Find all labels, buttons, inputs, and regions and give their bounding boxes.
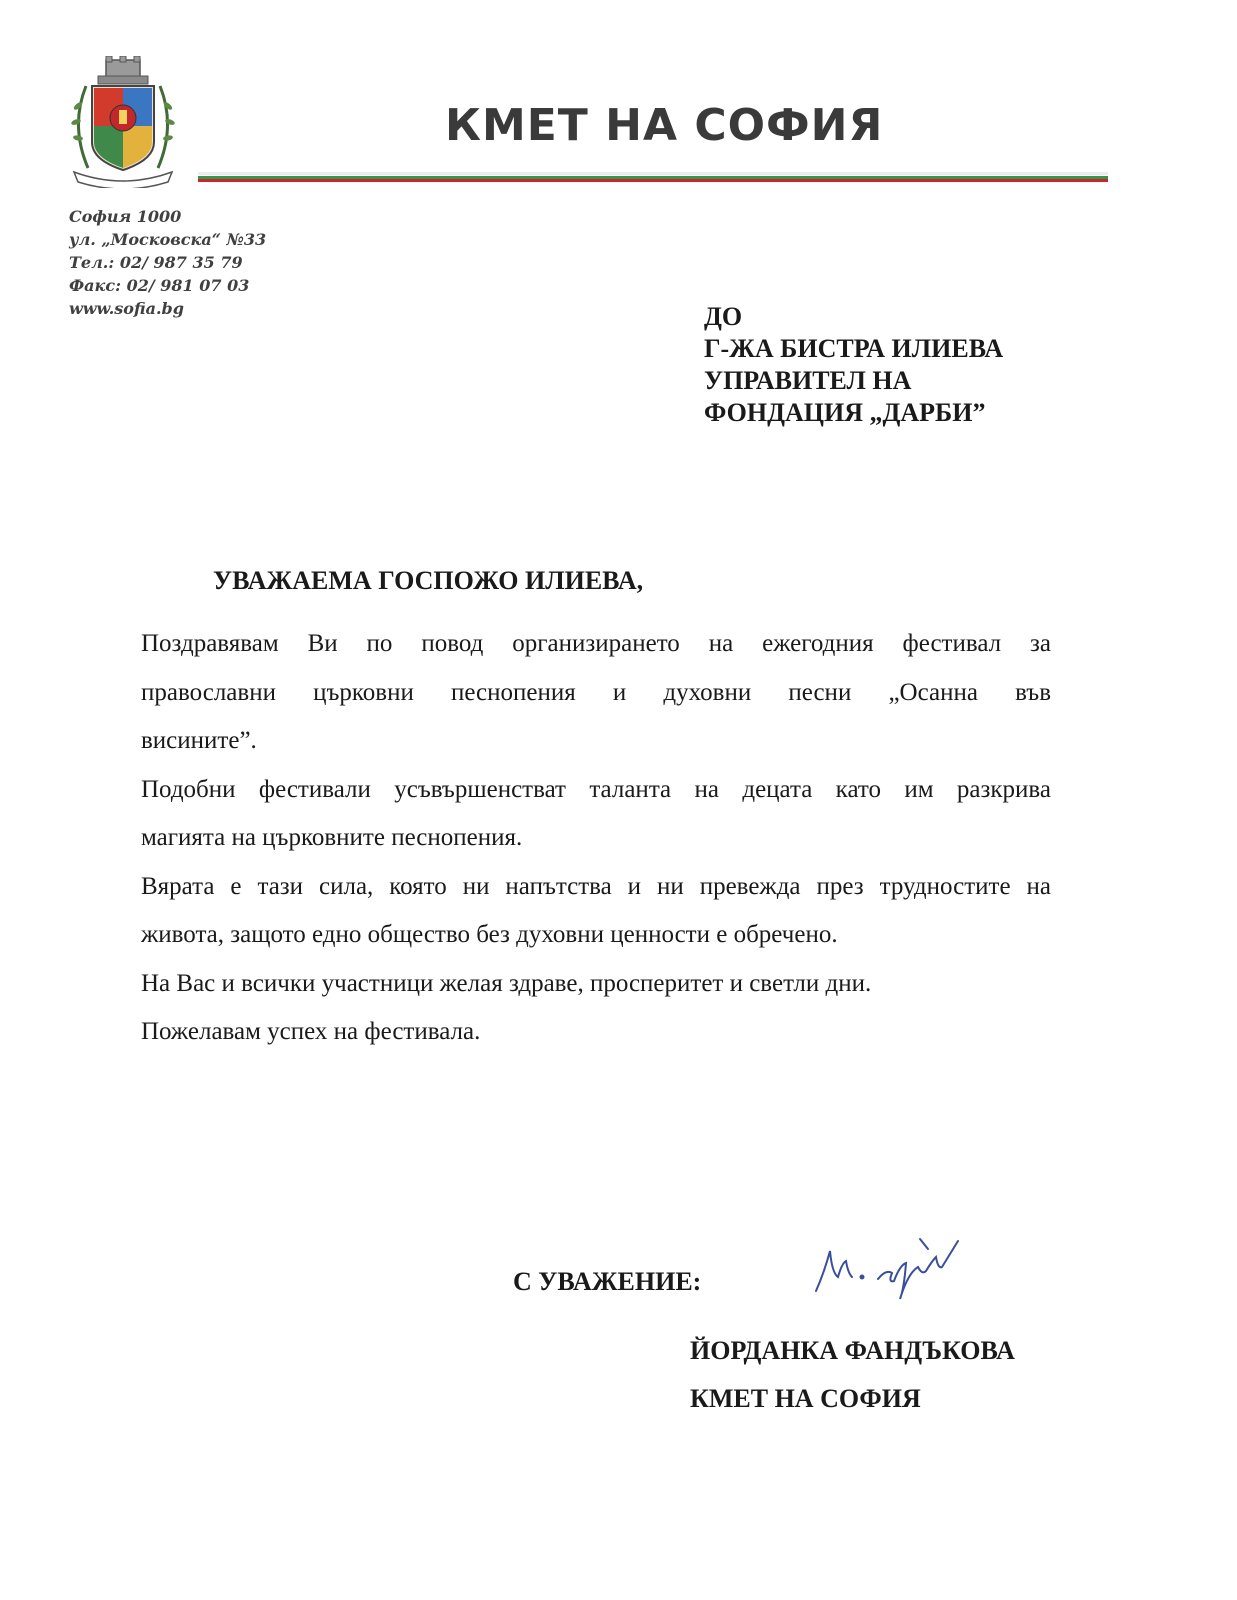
recipient-organization: ФОНДАЦИЯ „ДАРБИ” — [704, 398, 986, 427]
signer-block — [690, 1327, 1015, 1423]
sender-address-block — [69, 205, 266, 320]
tricolor-red-stripe — [198, 179, 1108, 182]
signer-name: ЙОРДАНКА ФАНДЪКОВА — [690, 1336, 1015, 1365]
recipient-block — [704, 301, 1003, 429]
letterhead-tricolor-rule — [198, 172, 1108, 182]
closing-phrase: С УВАЖЕНИЕ: — [513, 1267, 702, 1296]
address-website: www.sofia.bg — [69, 299, 184, 318]
body-line: Вярата е тази сила, която ни напътства и ни превежда през трудностите на — [141, 872, 1051, 900]
body-line: Подобни фестивали усъвършенстват таланта на децата като им разкрива — [141, 775, 1051, 803]
signer-title: КМЕТ НА СОФИЯ — [690, 1384, 921, 1413]
body-line: Поздравявам Ви по повод организирането на ежегодния фестивал за — [141, 630, 1051, 657]
handwritten-signature — [808, 1233, 968, 1303]
body-line: На Вас и всички участници желая здраве, просперитет и светли дни. — [141, 969, 872, 997]
body-line: Пожелавам успех на фестивала. — [141, 1018, 481, 1045]
body-line: висините”. — [141, 727, 257, 754]
letter-body — [141, 620, 1051, 1057]
body-line: православни църковни песнопения и духовни песни „Осанна във — [141, 678, 1051, 706]
address-city: София 1000 — [69, 207, 182, 226]
address-phone: Тел.: 02/ 987 35 79 — [69, 253, 243, 272]
body-line: магията на църковните песнопения. — [141, 824, 523, 851]
recipient-position: УПРАВИТЕЛ НА — [704, 366, 912, 395]
salutation: УВАЖАЕМА ГОСПОЖО ИЛИЕВА, — [213, 566, 644, 595]
sofia-coat-of-arms-logo — [64, 56, 182, 188]
body-line: живота, защото едно общество без духовни ценности е обречено. — [141, 921, 838, 948]
recipient-to: ДО — [704, 302, 743, 331]
recipient-name: Г-ЖА БИСТРА ИЛИЕВА — [704, 334, 1004, 363]
letterhead-title: КМЕТ НА СОФИЯ — [445, 100, 884, 151]
address-street: ул. „Московска“ №33 — [69, 230, 267, 249]
address-fax: Факс: 02/ 981 07 03 — [69, 276, 250, 295]
